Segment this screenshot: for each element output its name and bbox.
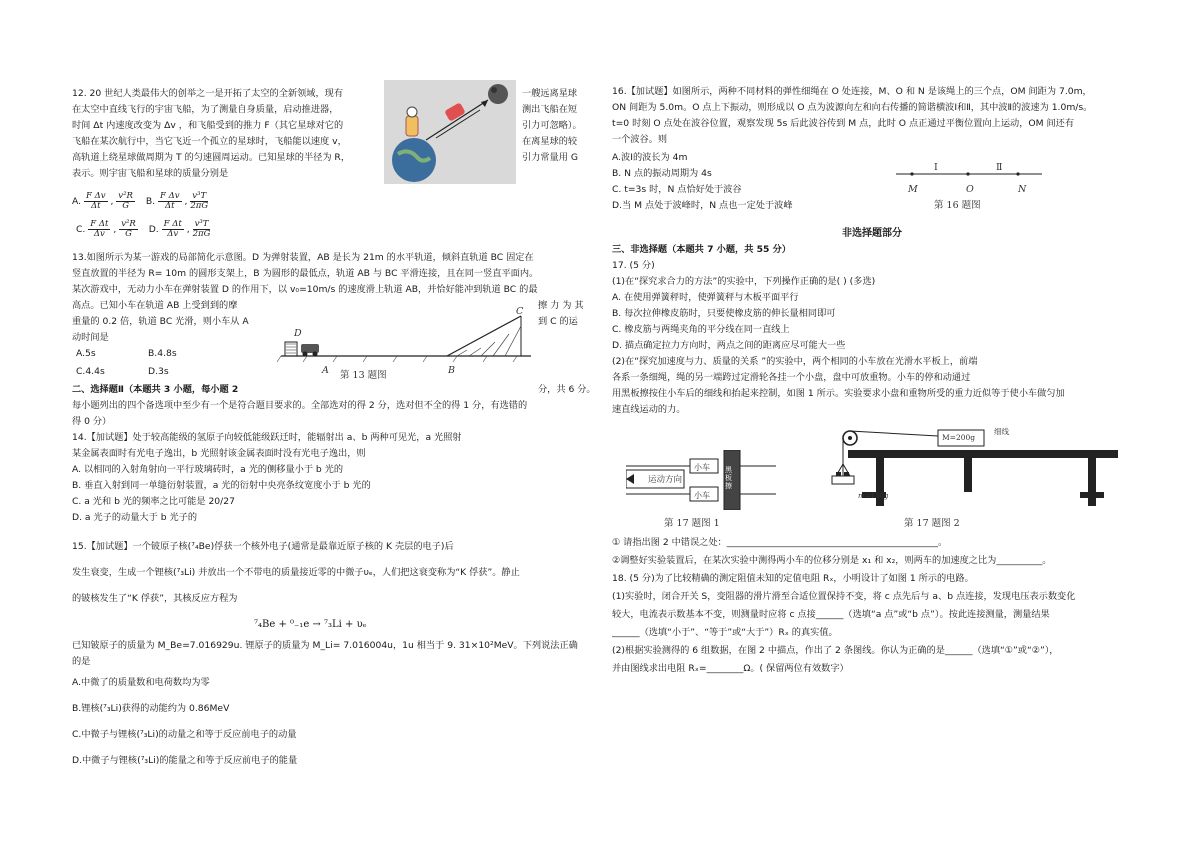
q16-label-n: N xyxy=(1018,184,1027,195)
hanging-tray xyxy=(832,476,854,484)
q17-subquestions xyxy=(612,534,1132,570)
q13-label-b: B xyxy=(448,365,455,376)
q17-line: 各系一条细绳，绳的另一端跨过定滑轮各挂一个小盘，盘中可放重物。小车的停和动通过 xyxy=(612,372,971,383)
q17-option-c: C. 橡皮筋与两绳夹角的平分线在同一直线上 xyxy=(612,324,790,335)
q13-line: 13.如图所示为某一游戏的局部简化示意图。D 为弹射装置，AB 是长为 21m 的水平轨道，倾斜直轨道 BC 固定在 xyxy=(72,252,534,263)
q17-figure-1-caption: 第 17 题图 1 xyxy=(664,518,720,529)
q12-line: 12. 20 世纪人类最伟大的创举之一是开拓了太空的全新领域，现有 xyxy=(72,88,344,99)
q17-line: 速直线运动的力。 xyxy=(612,404,686,415)
section-2-title: 二、选择题Ⅱ（本题共 3 小题，每小题 2 xyxy=(72,384,239,395)
q13-line: 高点。已知小车在轨道 AB 上受到到的摩 xyxy=(72,300,238,311)
q13-line: 动时间是 xyxy=(72,332,109,343)
q18-line: (1)实验时，闭合开关 S，变阻器的滑片滑至合适位置保持不变，将 c 点先后与 a、b 点连接，发现电压表示数变化 xyxy=(612,591,1076,602)
q15 xyxy=(72,534,592,638)
q12-option-a: A. $\frac{\text{F Δv}}{\Delta t}$ , $\frac{\text{v²R}}{G}$ B. $\frac{\text{F Δv}}{\Delta t}$ , $\frac{\text{v³T}}{2\pi G}$ xyxy=(72,191,209,211)
q17-line: 用黑板擦按住小车后的细线和抬起来控制，如图 1 所示。实验要求小盘和重物所受的重力近似等于使小车做匀加 xyxy=(612,388,1065,399)
q13-option-d: D.3s xyxy=(148,366,169,377)
q15-line: 已知铍原子的质量为 M_Be=7.016929u. 锂原子的质量为 M_Li= 7.016004u，1u 相当于 9. 31×10²MeV。下列说法正确 xyxy=(72,640,578,651)
q15-line: 15.【加试题】一个铍原子核(⁷₄Be)俘获一个核外电子(通常是最靠近原子核的 K 壳层的电子)后 xyxy=(72,541,454,552)
q17-option-a: A. 在使用弹簧秤时，使弹簧秤与木板平面平行 xyxy=(612,292,799,303)
q17-option-d: D. 描点确定拉力方向时，两点之间的距离应尽可能大一些 xyxy=(612,340,846,351)
q13-option-b: B.4.8s xyxy=(148,348,177,359)
q15-line: 的铍核发生了“K 俘获”，其核反应方程为 xyxy=(72,593,238,604)
section-2-line: 每小题列出的四个备选项中至少有一个是符合题目要求的。全部选对的得 2 分，选对但不全的得 1 分，有选错的 xyxy=(72,400,528,411)
q17-fig1-car-top: 小车 xyxy=(694,463,710,472)
q13-line: 重量的 0.2 倍，轨道 BC 光滑，则小车从 A xyxy=(72,316,249,327)
q13-option-a: A.5s xyxy=(76,348,96,359)
q16-label-wave-2: Ⅱ xyxy=(996,162,1003,173)
q12-line: 在太空中直线飞行的宇宙飞船，为了测量自身质量，启动推进器， xyxy=(72,104,339,115)
q12-line: 在离星球的较 xyxy=(522,136,578,147)
q16-line: 一个波谷。则 xyxy=(612,134,668,145)
q16-option-c: C. t=3s 时，N 点恰好处于波谷 xyxy=(612,184,742,195)
q18-line: 较大，电流表示数基本不变，则测量时应将 c 点接______（选填“a 点”或“b 点”）。按此连接测量，测量结果 xyxy=(612,609,1050,620)
q17-head: 17. (5 分) xyxy=(612,260,655,271)
q17-fig1-motion-label: 运动方向 xyxy=(648,475,683,485)
moon xyxy=(488,84,508,104)
q12-line: 时间 Δt 内速度改变为 Δv ，和飞船受到的推力 F（其它星球对它的 xyxy=(72,120,344,131)
toy-car xyxy=(301,344,319,353)
left-column xyxy=(72,86,596,774)
q17-subquestion-1: ① 请指出图 2 中错误之处：______________________________________________。 xyxy=(612,537,948,548)
q12-line: 引力常量用 G xyxy=(522,152,578,163)
q14-option-b: B. 垂直入射到同一单缝衍射装置，a 光的衍射中央亮条纹宽度小于 b 光的 xyxy=(72,480,371,491)
q12-line: 表示。则宇宙飞船和星球的质量分别是 xyxy=(72,168,229,179)
q17-fig2-mass-label: M=200g xyxy=(942,433,976,442)
q15-option-c: C.中微子与锂核(⁷₃Li)的动量之和等于反应前电子的动量 xyxy=(72,729,297,740)
q16-label-wave-1: Ⅰ xyxy=(934,162,938,173)
table-top xyxy=(848,450,1118,458)
q13-line: 到 C 的运 xyxy=(538,316,578,327)
q15-continued xyxy=(72,638,592,670)
q15-line: 发生衰变，生成一个锂核(⁷₃Li) 并放出一个不带电的质量接近零的中微子υₑ，人们把这衰变称为“K 俘获”。静止 xyxy=(72,567,520,578)
q16-line: 16.【加试题】如图所示，两种不同材料的弹性细绳在 O 处连接，M、O 和 N 是该绳上的三个点，OM 间距为 7.0m， xyxy=(612,86,1092,97)
q14-line: 某金属表面时有光电子逸出，b 光照射该金属表面时没有光电子逸出，则 xyxy=(72,448,366,459)
q17-fig2-line-label: 细线 xyxy=(994,427,1009,436)
q15-options xyxy=(72,670,592,774)
q13-line: 擦 力 为 其 xyxy=(538,300,584,311)
q13-line: 竖直放置的半径为 R= 10m 的圆形支架上，B 为圆形的最低点，轨道 AB 与 BC 平滑连接，且在同一竖直平面内。 xyxy=(72,268,539,279)
q12-line: 一艘远离星球 xyxy=(522,88,578,99)
q17-fig1-car-bottom: 小车 xyxy=(694,491,710,500)
q17-figure-2-caption: 第 17 题图 2 xyxy=(904,518,960,529)
q16-line: t=0 时刻 O 点处在波谷位置，观察发现 5s 后此波谷传到 M 点，此时 O 点正通过平衡位置向上运动，OM 间还有 xyxy=(612,118,1075,129)
q12-line: 飞船在某次航行中，当它飞近一个孤立的星球时，飞船能以速度 v， xyxy=(72,136,347,147)
q17-figures xyxy=(612,427,1132,529)
q13-label-d: D xyxy=(294,328,302,339)
q13-option-c: C.4.4s xyxy=(76,366,105,377)
q15-option-a: A.中微了的质量数和电荷数均为零 xyxy=(72,677,210,688)
q12-illustration xyxy=(384,80,516,184)
q16-line: ON 间距为 5.0m。O 点上下振动，则形成以 O 点为波源向左和向右传播的简谐横波Ⅰ和Ⅱ，其中波Ⅱ的波速为 1.0m/s。 xyxy=(612,102,1093,113)
q14 xyxy=(72,430,592,526)
q12-text xyxy=(72,86,592,186)
q16-option-b: B. N 点的振动周期为 4s xyxy=(612,168,712,179)
q16-label-m: M xyxy=(908,184,918,195)
q17-option-b: B. 每次拉伸橡皮筋时，只要使橡皮筋的伸长量相同即可 xyxy=(612,308,836,319)
q17-line: (1)在“探究求合力的方法”的实验中，下列操作正确的是( ) (多选) xyxy=(612,276,876,287)
q12-line: 测出飞船在短 xyxy=(522,104,578,115)
q12-options xyxy=(72,192,592,248)
q18-line: ______（选填“小于”、“等于”或“大于”）Rₓ 的真实值。 xyxy=(612,627,838,638)
section-2-line: 得 0 分） xyxy=(72,416,112,427)
q13-label-a: A xyxy=(322,365,329,376)
q12-line: 高轨道上绕星球做周期为 T 的匀速圆周运动。已知星球的半径为 R， xyxy=(72,152,351,163)
q12-line: 引力可忽略）。 xyxy=(522,120,582,131)
section-2 xyxy=(72,382,596,430)
q15-option-d: D.中微子与锂核(⁷₃Li)的能量之和等于反应前电子的能量 xyxy=(72,755,298,766)
q13-label-c: C xyxy=(516,306,524,317)
q18-line: 并由图线求出电阻 Rₓ=________Ω。( 保留两位有效数字） xyxy=(612,663,849,674)
q16-option-d: D.当 M 点处于波峰时，N 点也一定处于波峰 xyxy=(612,200,793,211)
q14-option-a: A. 以相同的入射角射向一平行玻璃砖时，a 光的侧移量小于 b 光的 xyxy=(72,464,344,475)
section-2-line: 分，共 6 分。 xyxy=(538,384,596,395)
q18 xyxy=(612,570,1132,678)
q17-fig2-m-label: m=150g xyxy=(858,492,889,500)
non-choice-heading: 非选择题部分 xyxy=(842,228,902,239)
q14-option-c: C. a 光和 b 光的频率之比可能是 20/27 xyxy=(72,496,235,507)
q18-line: (2)根据实验测得的 6 组数据，在图 2 中描点，作出了 2 条图线。你认为正确的是______（选填“①”或“②”）， xyxy=(612,645,1059,656)
q16-figure-caption: 第 16 题图 xyxy=(934,200,981,211)
right-column xyxy=(612,84,1132,678)
q14-line: 14.【加试题】处于较高能级的氢原子向较低能级跃迁时，能辐射出 a、b 两种可见光，a 光照射 xyxy=(72,432,462,443)
q13-figure-caption: 第 13 题图 xyxy=(340,370,387,381)
q14-option-d: D. a 光子的动量大于 b 光子的 xyxy=(72,512,198,523)
q15-line: 的是 xyxy=(72,656,91,667)
q18-head: 18. (5 分)为了比较精确的测定阻值未知的定值电阻 Rₓ，小明设计了如图 1 所示的电路。 xyxy=(612,573,974,584)
q17 xyxy=(612,258,1132,418)
section-3-title: 三、非选择题（本题共 7 小题，共 55 分） xyxy=(612,244,791,255)
q12-option-c: C. $\frac{\text{F Δt}}{\Delta v}$ , $\frac{\text{v²R}}{G}$ D. $\frac{\text{F Δt}}{\Delta v}$ , $\frac{\text{v³T}}{2\pi G}$ xyxy=(76,219,211,239)
q13-line: 某次游戏中，无动力小车在弹射装置 D 的作用下，以 v₀=10m/s 的速度滑上轨道 AB，并恰好能冲到轨道 BC 的最 xyxy=(72,284,538,295)
q13-bottom xyxy=(72,364,592,382)
q17-line: (2)在“探究加速度与力、质量的关系 ”的实验中，两个相同的小车放在光滑水平板上，前端 xyxy=(612,356,978,367)
q17-fig1-eraser-label: 黑板擦 xyxy=(725,466,732,490)
q16-option-a: A.波Ⅰ的波长为 4m xyxy=(612,152,688,163)
q15-equation: ⁷₄Be + ⁰₋₁e → ⁷₃Li + υₑ xyxy=(254,619,367,630)
q16 xyxy=(612,84,1132,212)
q15-option-b: B.锂核(⁷₃Li)获得的动能约为 0.86MeV xyxy=(72,703,230,714)
astronaut xyxy=(406,116,418,136)
q16-label-o: O xyxy=(966,184,974,195)
q17-subquestion-2: ②调整好实验装置后，在某次实验中测得两小车的位移分别是 x₁ 和 x₂，则两车的加速度之比为__________。 xyxy=(612,555,1052,566)
